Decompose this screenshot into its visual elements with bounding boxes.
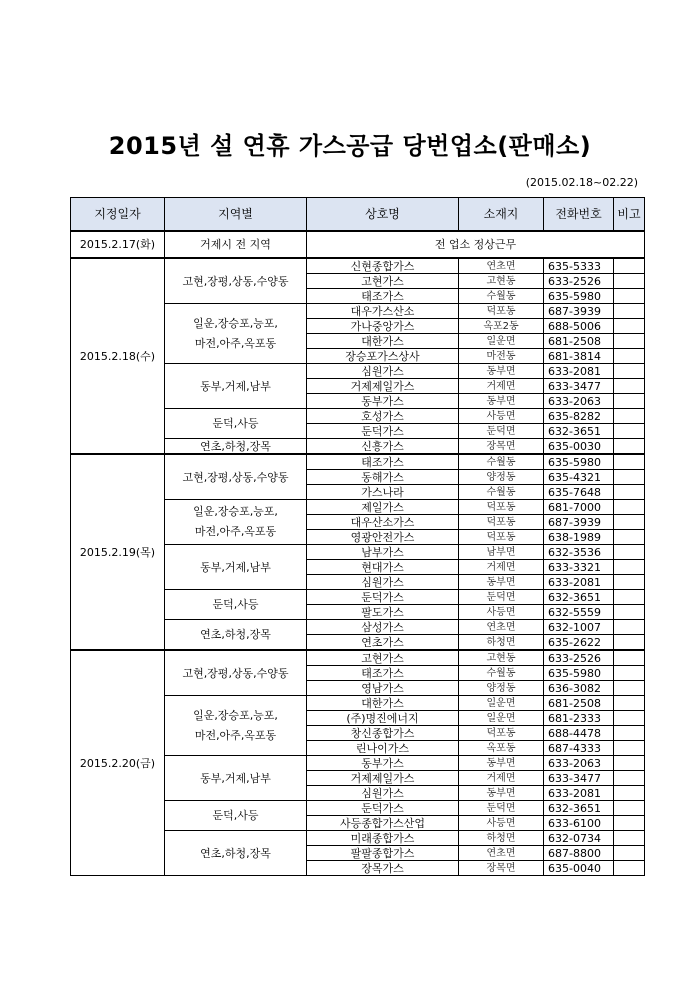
- header-name: 상호명: [307, 198, 459, 232]
- note-cell: [614, 424, 645, 439]
- location-cell: 덕포동: [459, 726, 544, 741]
- location-cell: 동부면: [459, 364, 544, 379]
- note-cell: [614, 846, 645, 861]
- phone-cell: 635-0040: [544, 861, 614, 876]
- region-line: 고현,장평,상동,수양동: [182, 666, 289, 680]
- region-cell: [165, 500, 307, 545]
- region-cell: [165, 696, 307, 756]
- phone-cell: 632-0734: [544, 831, 614, 846]
- note-cell: [614, 364, 645, 379]
- location-cell: 일운면: [459, 334, 544, 349]
- note-cell: 전 업소 정상근무: [307, 231, 645, 258]
- location-cell: 하청면: [459, 635, 544, 651]
- phone-cell: 687-8800: [544, 846, 614, 861]
- phone-cell: 638-1989: [544, 530, 614, 545]
- location-cell: 수월동: [459, 485, 544, 500]
- name-cell: 현대가스: [307, 560, 459, 575]
- duty-table: [70, 197, 645, 876]
- region-line: 동부,거제,남부: [200, 560, 271, 574]
- region-cell: [165, 650, 307, 696]
- table-row: [71, 454, 645, 470]
- location-cell: 마전동: [459, 349, 544, 364]
- note-cell: [614, 515, 645, 530]
- location-cell: 둔덕면: [459, 424, 544, 439]
- header-note: 비고: [614, 198, 645, 232]
- location-cell: 남부면: [459, 545, 544, 560]
- note-cell: [614, 756, 645, 771]
- name-cell: 태조가스: [307, 289, 459, 304]
- note-cell: [614, 666, 645, 681]
- region-line: 둔덕,사등: [212, 809, 259, 822]
- note-cell: [614, 590, 645, 605]
- table-row-0217: [71, 231, 645, 258]
- date-range: (2015.02.18~02.22): [525, 176, 638, 189]
- note-cell: [614, 545, 645, 560]
- phone-cell: 681-2508: [544, 696, 614, 711]
- note-cell: [614, 409, 645, 424]
- phone-cell: 633-6100: [544, 816, 614, 831]
- name-cell: 신흥가스: [307, 439, 459, 455]
- location-cell: 동부면: [459, 575, 544, 590]
- location-cell: 동부면: [459, 756, 544, 771]
- region-line: 일운,장승포,능포,: [193, 708, 278, 722]
- phone-cell: 633-2081: [544, 575, 614, 590]
- name-cell: 장승포가스상사: [307, 349, 459, 364]
- phone-cell: 632-3651: [544, 801, 614, 816]
- note-cell: [614, 560, 645, 575]
- phone-cell: 633-2526: [544, 650, 614, 666]
- name-cell: 연초가스: [307, 635, 459, 651]
- phone-cell: 632-3536: [544, 545, 614, 560]
- name-cell: 가스나라: [307, 485, 459, 500]
- region-cell: [165, 409, 307, 439]
- region-line: 마전,아주,옥포동: [194, 336, 277, 350]
- location-cell: 사등면: [459, 605, 544, 620]
- note-cell: [614, 816, 645, 831]
- phone-cell: 632-3651: [544, 590, 614, 605]
- name-cell: 팔팔종합가스: [307, 846, 459, 861]
- region-cell: [165, 590, 307, 620]
- page-title: 2015년 설 연휴 가스공급 당번업소(판매소): [108, 132, 592, 160]
- note-cell: [614, 334, 645, 349]
- phone-cell: 635-0030: [544, 439, 614, 455]
- phone-cell: 688-4478: [544, 726, 614, 741]
- location-cell: 옥포2동: [459, 319, 544, 334]
- location-cell: 수월동: [459, 289, 544, 304]
- phone-cell: 632-5559: [544, 605, 614, 620]
- name-cell: 호성가스: [307, 409, 459, 424]
- note-cell: [614, 349, 645, 364]
- note-cell: [614, 439, 645, 455]
- phone-cell: 635-5980: [544, 454, 614, 470]
- name-cell: 거제제일가스: [307, 771, 459, 786]
- region-line: 고현,장평,상동,수양동: [182, 274, 289, 288]
- location-cell: 고현동: [459, 274, 544, 289]
- region-line: 고현,장평,상동,수양동: [182, 470, 289, 484]
- location-cell: 덕포동: [459, 515, 544, 530]
- location-cell: 수월동: [459, 666, 544, 681]
- location-cell: 사등면: [459, 816, 544, 831]
- note-cell: [614, 711, 645, 726]
- phone-cell: 635-5980: [544, 666, 614, 681]
- phone-cell: 633-3477: [544, 379, 614, 394]
- note-cell: [614, 786, 645, 801]
- name-cell: 제일가스: [307, 500, 459, 515]
- name-cell: 대우가스산소: [307, 304, 459, 319]
- region-line: 일운,장승포,능포,: [193, 316, 278, 330]
- region-line: 동부,거제,남부: [200, 771, 271, 785]
- header-region: 지역별: [165, 198, 307, 232]
- note-cell: [614, 319, 645, 334]
- note-cell: [614, 726, 645, 741]
- note-cell: [614, 831, 645, 846]
- phone-cell: 687-4333: [544, 741, 614, 756]
- region-line: 동부,거제,남부: [200, 379, 271, 393]
- location-cell: 장목면: [459, 861, 544, 876]
- note-cell: [614, 650, 645, 666]
- location-cell: 양정동: [459, 681, 544, 696]
- note-cell: [614, 470, 645, 485]
- location-cell: 일운면: [459, 696, 544, 711]
- note-cell: [614, 500, 645, 515]
- location-cell: 거제면: [459, 771, 544, 786]
- name-cell: 둔덕가스: [307, 424, 459, 439]
- region-cell: [165, 364, 307, 409]
- name-cell: 태조가스: [307, 666, 459, 681]
- name-cell: 장목가스: [307, 861, 459, 876]
- name-cell: 가나중앙가스: [307, 319, 459, 334]
- note-cell: [614, 801, 645, 816]
- region-line: 연초,하청,장목: [200, 846, 271, 860]
- note-cell: [614, 379, 645, 394]
- name-cell: 사등종합가스산업: [307, 816, 459, 831]
- name-cell: 둔덕가스: [307, 590, 459, 605]
- location-cell: 장목면: [459, 439, 544, 455]
- name-cell: 남부가스: [307, 545, 459, 560]
- location-cell: 거제면: [459, 560, 544, 575]
- location-cell: 연초면: [459, 620, 544, 635]
- note-cell: [614, 258, 645, 274]
- location-cell: 사등면: [459, 409, 544, 424]
- name-cell: 대한가스: [307, 334, 459, 349]
- location-cell: 둔덕면: [459, 590, 544, 605]
- region-cell: [165, 258, 307, 304]
- location-cell: 거제면: [459, 379, 544, 394]
- name-cell: 심원가스: [307, 786, 459, 801]
- phone-cell: 635-4321: [544, 470, 614, 485]
- header-phone: 전화번호: [544, 198, 614, 232]
- date-cell: 2015.2.20(금): [71, 650, 165, 876]
- region-cell: [165, 304, 307, 364]
- name-cell: 신현종합가스: [307, 258, 459, 274]
- name-cell: 영남가스: [307, 681, 459, 696]
- phone-cell: 681-7000: [544, 500, 614, 515]
- region-cell: [165, 756, 307, 801]
- phone-cell: 681-3814: [544, 349, 614, 364]
- name-cell: 팔도가스: [307, 605, 459, 620]
- region-line: 연초,하청,장목: [200, 439, 271, 453]
- name-cell: 거제제일가스: [307, 379, 459, 394]
- note-cell: [614, 696, 645, 711]
- name-cell: 동해가스: [307, 470, 459, 485]
- note-cell: [614, 771, 645, 786]
- location-cell: 둔덕면: [459, 801, 544, 816]
- location-cell: 일운면: [459, 711, 544, 726]
- location-cell: 연초면: [459, 258, 544, 274]
- region-line: 둔덕,사등: [212, 598, 259, 611]
- region-cell: [165, 831, 307, 876]
- name-cell: (주)명진에너지: [307, 711, 459, 726]
- header-location: 소재지: [459, 198, 544, 232]
- phone-cell: 681-2333: [544, 711, 614, 726]
- note-cell: [614, 861, 645, 876]
- location-cell: 하청면: [459, 831, 544, 846]
- name-cell: 영광안전가스: [307, 530, 459, 545]
- location-cell: 덕포동: [459, 500, 544, 515]
- phone-cell: 687-3939: [544, 515, 614, 530]
- note-cell: [614, 274, 645, 289]
- name-cell: 심원가스: [307, 364, 459, 379]
- location-cell: 연초면: [459, 846, 544, 861]
- name-cell: 둔덕가스: [307, 801, 459, 816]
- location-cell: 동부면: [459, 394, 544, 409]
- note-cell: [614, 605, 645, 620]
- location-cell: 고현동: [459, 650, 544, 666]
- note-cell: [614, 620, 645, 635]
- region-cell: [165, 620, 307, 651]
- date-cell: 2015.2.18(수): [71, 258, 165, 454]
- name-cell: 태조가스: [307, 454, 459, 470]
- phone-cell: 635-2622: [544, 635, 614, 651]
- location-cell: 덕포동: [459, 304, 544, 319]
- phone-cell: 635-7648: [544, 485, 614, 500]
- name-cell: 대우산소가스: [307, 515, 459, 530]
- note-cell: [614, 741, 645, 756]
- region-line: 둔덕,사등: [212, 417, 259, 430]
- name-cell: 창신종합가스: [307, 726, 459, 741]
- region-line: 일운,장승포,능포,: [193, 505, 278, 518]
- location-cell: 동부면: [459, 786, 544, 801]
- phone-cell: 687-3939: [544, 304, 614, 319]
- phone-cell: 633-3321: [544, 560, 614, 575]
- region-line: 마전,아주,옥포동: [194, 728, 277, 742]
- phone-cell: 632-3651: [544, 424, 614, 439]
- name-cell: 동부가스: [307, 394, 459, 409]
- region-cell: 거제시 전 지역: [165, 231, 307, 258]
- note-cell: [614, 304, 645, 319]
- name-cell: 미래종합가스: [307, 831, 459, 846]
- phone-cell: 635-5333: [544, 258, 614, 274]
- region-cell: [165, 545, 307, 590]
- phone-cell: 635-8282: [544, 409, 614, 424]
- phone-cell: 636-3082: [544, 681, 614, 696]
- phone-cell: 688-5006: [544, 319, 614, 334]
- note-cell: [614, 575, 645, 590]
- phone-cell: 633-2081: [544, 786, 614, 801]
- name-cell: 대한가스: [307, 696, 459, 711]
- region-line: 마전,아주,옥포동: [194, 525, 277, 538]
- header-date: 지정일자: [71, 198, 165, 232]
- table-row: [71, 258, 645, 274]
- note-cell: [614, 289, 645, 304]
- phone-cell: 632-1007: [544, 620, 614, 635]
- location-cell: 양정동: [459, 470, 544, 485]
- region-cell: [165, 454, 307, 500]
- note-cell: [614, 530, 645, 545]
- name-cell: 고현가스: [307, 274, 459, 289]
- header-row: [71, 198, 645, 232]
- note-cell: [614, 681, 645, 696]
- note-cell: [614, 454, 645, 470]
- phone-cell: 633-2063: [544, 756, 614, 771]
- name-cell: 삼성가스: [307, 620, 459, 635]
- phone-cell: 633-2063: [544, 394, 614, 409]
- name-cell: 고현가스: [307, 650, 459, 666]
- region-cell: [165, 801, 307, 831]
- phone-cell: 635-5980: [544, 289, 614, 304]
- phone-cell: 633-2526: [544, 274, 614, 289]
- name-cell: 린나이가스: [307, 741, 459, 756]
- region-line: 연초,하청,장목: [200, 628, 271, 641]
- location-cell: 옥포동: [459, 741, 544, 756]
- table-row: [71, 650, 645, 666]
- phone-cell: 681-2508: [544, 334, 614, 349]
- note-cell: [614, 635, 645, 651]
- location-cell: 덕포동: [459, 530, 544, 545]
- name-cell: 심원가스: [307, 575, 459, 590]
- note-cell: [614, 485, 645, 500]
- date-cell: 2015.2.19(목): [71, 454, 165, 650]
- region-cell: [165, 439, 307, 455]
- phone-cell: 633-2081: [544, 364, 614, 379]
- note-cell: [614, 394, 645, 409]
- phone-cell: 633-3477: [544, 771, 614, 786]
- name-cell: 동부가스: [307, 756, 459, 771]
- date-cell: 2015.2.17(화): [71, 231, 165, 258]
- location-cell: 수월동: [459, 454, 544, 470]
